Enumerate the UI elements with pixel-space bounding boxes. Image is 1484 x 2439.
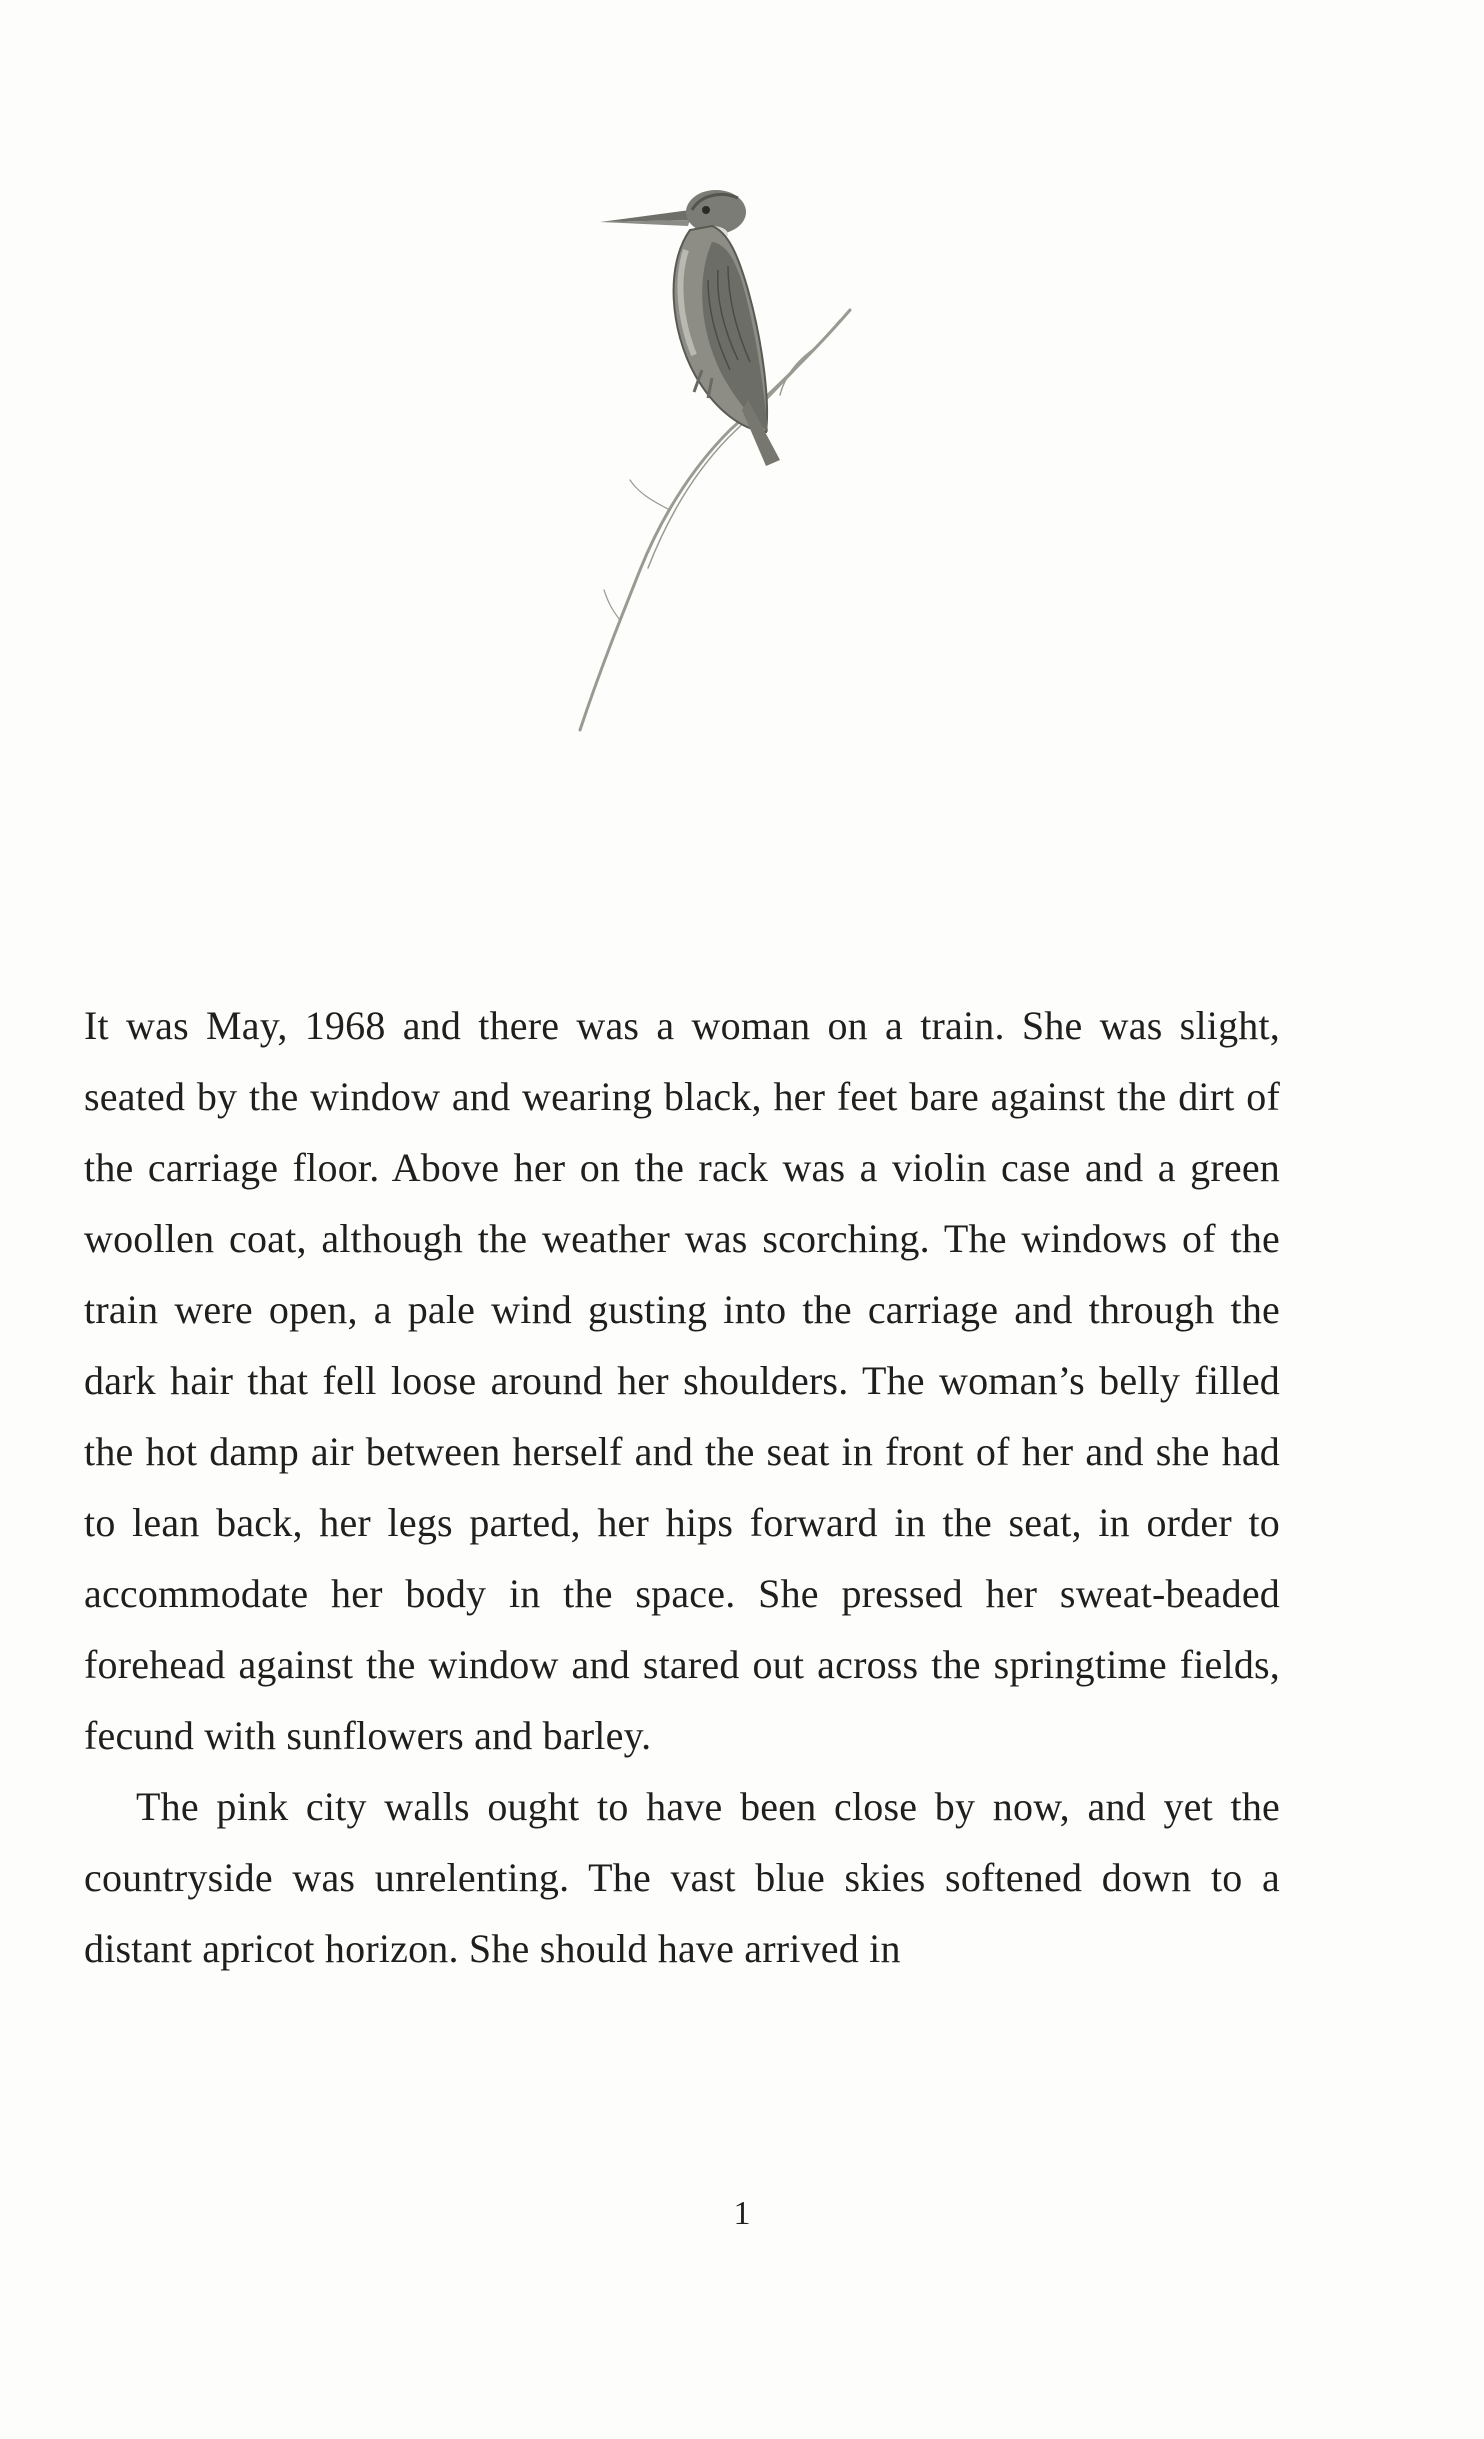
kingfisher-on-branch-illustration: [480, 170, 900, 770]
kingfisher-sketch: [600, 190, 780, 466]
body-text: [84, 990, 1280, 1984]
paragraph-1: It was May, 1968 and there was a woman on a train. She was slight, seated by the window and wearing black, her feet bare against the dirt of the carriage floor. Above her on the rack was a violin case and a green woollen coat, although the weather was scorching. The windows of the train were open, a pale wind gusting into the carriage and through the dark hair that fell loose around her shoulders. The woman’s belly filled the hot damp air between herself and the seat in front of her and she had to lean back, her legs parted, her hips forward in the seat, in order to accommodate her body in the space. She pressed her sweat-beaded forehead against the window and stared out across the springtime fields, fecund with sunflowers and barley.: [84, 1003, 1280, 1758]
page-number: 1: [733, 2195, 751, 2232]
paragraph-2: The pink city walls ought to have been close by now, and yet the countryside was unrelenting. The vast blue skies softened down to a distant apricot horizon. She should have arrived in: [84, 1784, 1280, 1971]
